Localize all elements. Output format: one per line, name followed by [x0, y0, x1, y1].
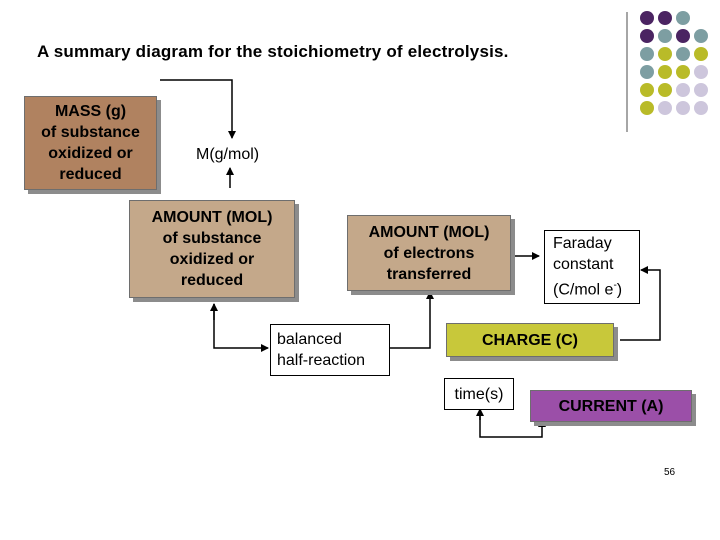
- time-label: time(s): [454, 385, 504, 403]
- half-reaction-line-1: balanced: [277, 331, 342, 348]
- page-number: 56: [664, 467, 676, 478]
- arrow-mass-to-molar-mass: [160, 80, 232, 138]
- charge-box: [446, 323, 614, 357]
- amount-substance-line-4: reduced: [180, 272, 244, 289]
- mass-box: [24, 96, 157, 190]
- faraday-unit-close: ): [616, 281, 623, 299]
- molar-mass-box: [196, 140, 268, 168]
- faraday-line-2: constant: [553, 256, 614, 274]
- molar-mass-label: M(g/mol): [196, 145, 260, 163]
- amount-substance-line-3: oxidized or: [169, 251, 255, 268]
- amount-substance-line-2: of substance: [162, 230, 262, 247]
- faraday-box: [544, 230, 640, 304]
- arrow-amount-to-half-reaction: [214, 304, 268, 348]
- arrow-half-reaction-to-electrons: [390, 292, 430, 348]
- current-label: CURRENT (A): [558, 397, 664, 415]
- amount-substance-line-1: AMOUNT (MOL): [151, 209, 273, 226]
- current-box: [530, 390, 692, 422]
- mass-line-1: MASS (g): [54, 103, 127, 120]
- mass-line-4: reduced: [59, 166, 122, 183]
- page-title: A summary diagram for the stoichiometry of electrolysis.: [37, 42, 509, 61]
- faraday-unit: (C/mol e: [553, 281, 614, 299]
- amount-electrons-line-2: of electrons: [383, 244, 475, 262]
- amount-substance-box: [129, 200, 295, 298]
- amount-electrons-box: [347, 215, 511, 291]
- amount-electrons-line-3: transferred: [386, 265, 472, 283]
- half-reaction-box: [270, 324, 390, 376]
- faraday-line-1: Faraday: [553, 235, 612, 253]
- time-box: [444, 378, 514, 410]
- amount-electrons-line-1: AMOUNT (MOL): [368, 223, 490, 241]
- mass-line-2: of substance: [41, 124, 140, 141]
- faraday-superscript: -: [613, 280, 617, 292]
- mass-line-3: oxidized or: [48, 145, 133, 162]
- half-reaction-line-2: half-reaction: [277, 352, 366, 369]
- charge-label: CHARGE (C): [482, 331, 578, 349]
- faraday-line-3: [553, 275, 622, 300]
